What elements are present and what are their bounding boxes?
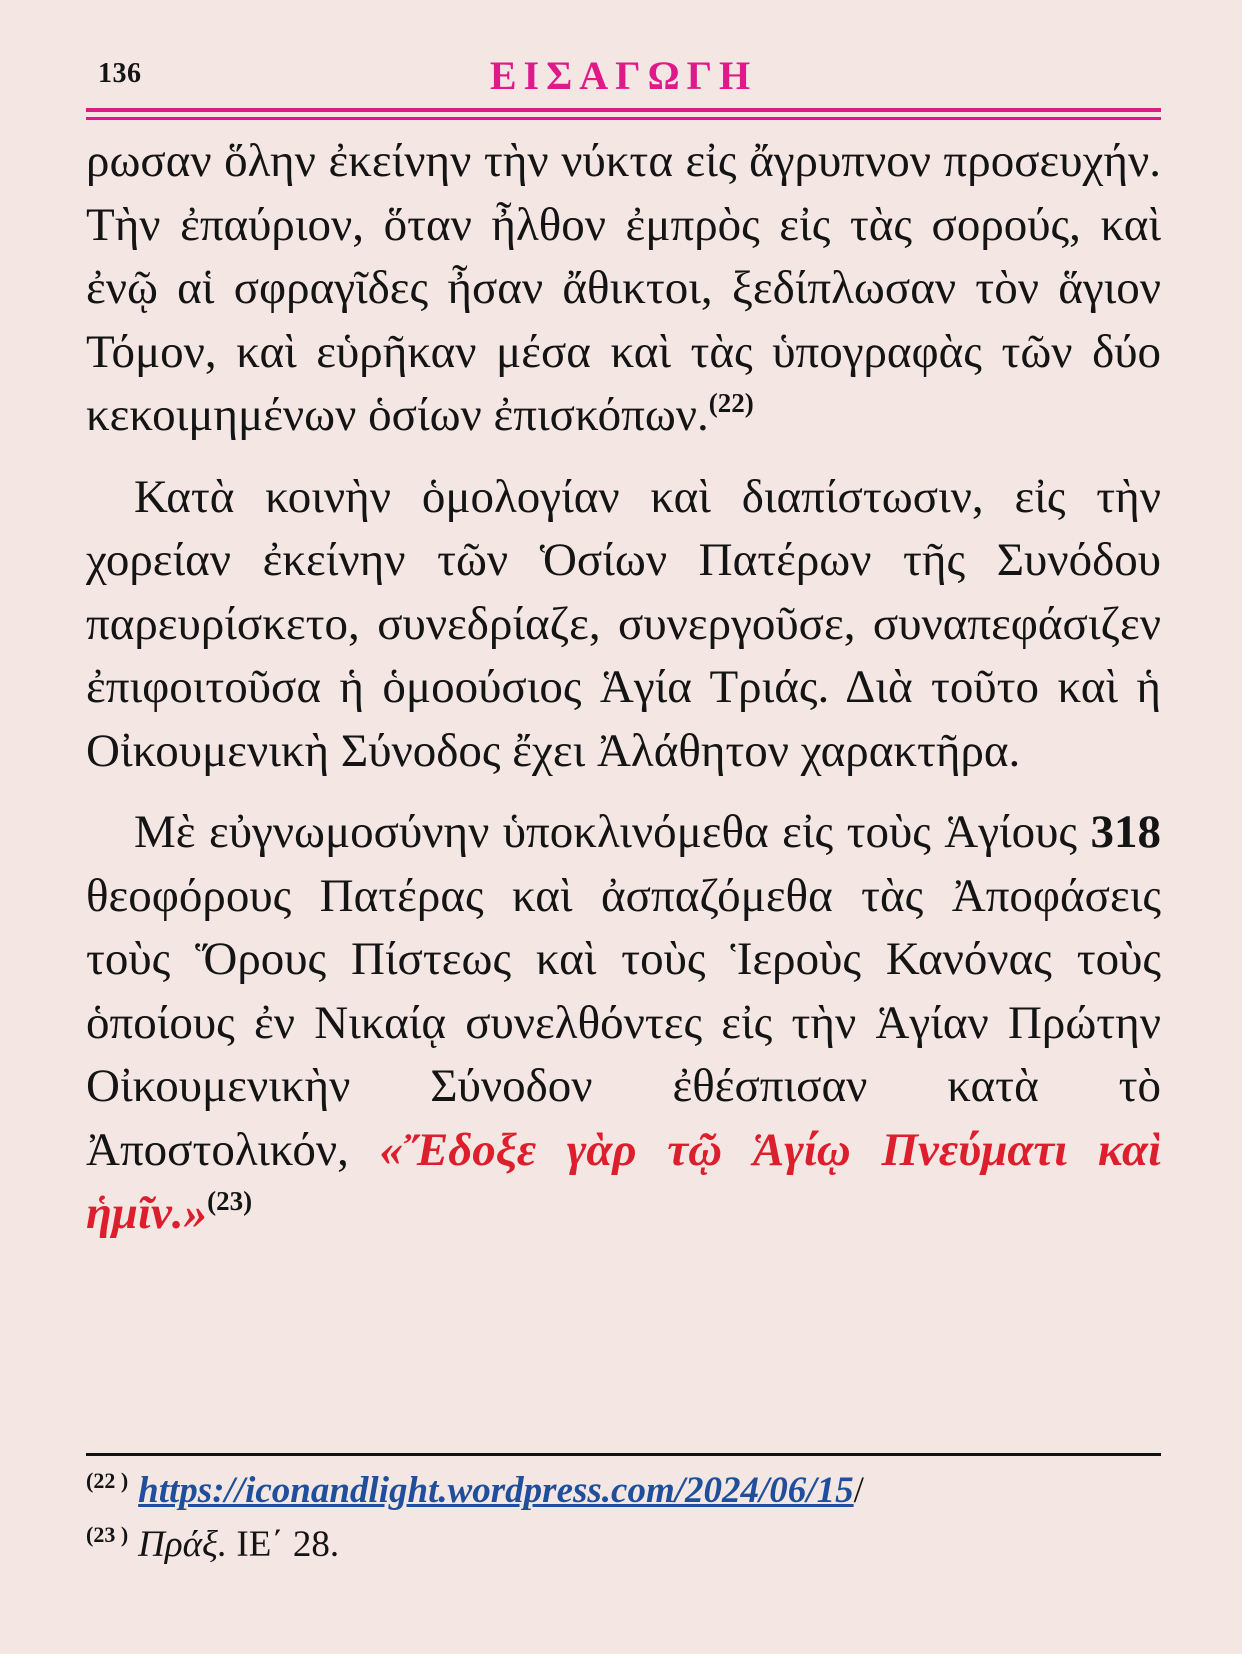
- footnote-22: [86, 1466, 1161, 1520]
- scripture-quote: «Ἔδοξε γὰρ τῷ Ἁγίῳ Πνεύματι καὶ ἡμῖν.»: [86, 1123, 1162, 1239]
- footnote-ref-23[interactable]: (23): [207, 1186, 253, 1216]
- header-rule-thin: [86, 117, 1161, 120]
- paragraph-1-text: ρωσαν ὅλην ἐκείνην τὴν νύκτα εἰς ἄγρυπνον προσευχήν. Τὴν ἐπαύριον, ὅταν ἦλθον ἐμπρὸς εἰς τὰς σορούς, καὶ ἐνῷ αἱ σφραγῖδες ἦσαν ἄθικτοι, ξεδίπλωσαν τὸν ἅγιον Τόμον, καὶ εὑρῆκαν μέσα καὶ τὰς ὑπογραφὰς τῶν δύο κεκοιμημένων ὁσίων ἐπισκόπων.: [86, 135, 1161, 441]
- footnote-ref-verse: ΙΕ΄ 28.: [236, 1524, 340, 1565]
- footnote-23: [86, 1520, 1161, 1574]
- paragraph-2-text: Κατὰ κοινὴν ὁμολογίαν καὶ διαπίστωσιν, εἰς τὴν χορείαν ἐκείνην τῶν Ὁσίων Πατέρων τῆς Συνόδου παρευρίσκετο, συνεδρίαζε, συνεργοῦσε, συναπεφάσιζεν ἐπιφοιτοῦσα ἡ ὁμοούσιος Ἁγία Τριάς. Διὰ τοῦτο καὶ ἡ Οἰκουμενικὴ Σύνοδος ἔχει Ἀλάθητον χαρακτῆρα.: [86, 470, 1161, 777]
- footnote-separator: [86, 1453, 1161, 1456]
- footnote-mark: (22 ): [86, 1468, 129, 1493]
- footnote-ref-22[interactable]: (22): [708, 388, 754, 418]
- footnote-link[interactable]: https://iconandlight.wordpress.com/2024/06/15: [138, 1470, 854, 1511]
- footnote-link-trail: /: [853, 1470, 864, 1511]
- footnotes: [86, 1466, 1161, 1574]
- fathers-count: 318: [1090, 806, 1162, 858]
- paragraph-1: [86, 130, 1161, 448]
- body-text: [86, 130, 1161, 1246]
- page-number: 136: [98, 58, 142, 89]
- paragraph-3: [86, 801, 1161, 1246]
- paragraph-3-text: θεοφόρους Πατέρας καὶ ἀσπαζόμεθα τὰς Ἀποφάσεις τοὺς Ὅρους Πίστεως καὶ τοὺς Ἱεροὺς Κανόνας τοὺς ὁποίους ἐν Νικαίᾳ συνελθόντες εἰς τὴν Ἁγίαν Πρώτην Οἰκουμενικὴν Σύνοδον ἐθέσπισαν κατὰ τὸ Ἀποστολικόν,: [86, 869, 1161, 1176]
- paragraph-2: [86, 466, 1161, 784]
- header-rule-thick: [86, 108, 1161, 112]
- footnote-ref-book: Πράξ.: [138, 1524, 228, 1565]
- running-title: ΕΙΣΑΓΩΓΗ: [489, 53, 758, 98]
- book-page: [86, 0, 1161, 1654]
- page-header: [86, 52, 1161, 102]
- paragraph-3-intro: Μὲ εὐγνωμοσύνην ὑποκλινόμεθα εἰς τοὺς Ἁγίους: [134, 806, 1078, 858]
- footnote-mark: (23 ): [86, 1522, 129, 1547]
